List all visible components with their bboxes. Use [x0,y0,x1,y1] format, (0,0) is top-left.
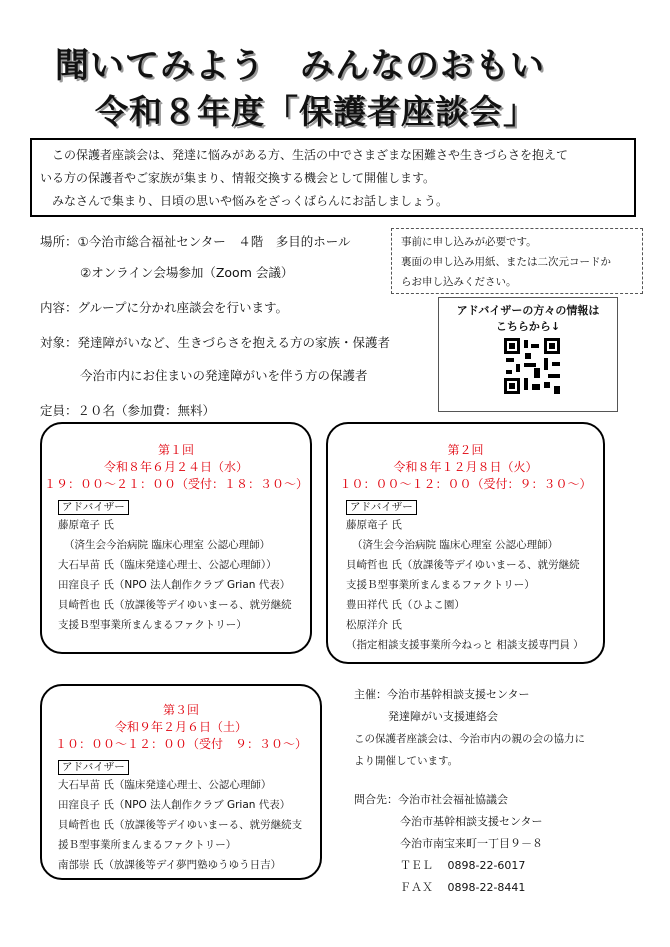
application-note-box [391,228,643,294]
adviser-line: 貝崎哲也 氏（放課後等デイゆいまーる、就労継続 [346,559,580,571]
adviser-line: （済生会今治病院 臨床心理室 公認心理師） [352,539,559,551]
session-time: １０：００～１２：００（受付 ９：３０～） [54,737,307,751]
target-line-2: 今治市内にお住まいの発達障がいを伴う方の保護者 [80,368,368,383]
adviser-line: 田窪良子 氏（NPO 法人創作クラブ Grian 代表） [58,799,291,811]
qr-info-box [438,297,618,412]
adviser-line: 支援Ｂ型事業所まんまるファクトリー） [58,619,247,631]
organizer-note: この保護者座談会は、今治市内の親の会の協力に [354,733,585,745]
organizer-block [354,684,585,772]
contact-line: 問合先：今治市社会福祉協議会 [354,793,508,806]
title-line-1: 聞いてみよう みんなのおもい [55,46,545,86]
adviser-line: 豊田祥代 氏（ひよこ園） [346,599,465,611]
target-line-1: 対象：発達障がいなど、生きづらさを抱える方の家族・保護者 [40,335,391,350]
adviser-line: 援Ｂ型事業所まんまるファクトリー） [58,839,237,851]
adviser-line: 貝崎哲也 氏（放課後等デイゆいまーる、就労継続 [58,599,292,611]
session-round: 第１回 [157,443,194,457]
note-line: らお申し込みください。 [401,276,517,288]
capacity-line: 定員：２０名（参加費：無料） [40,403,216,418]
contact-block [354,789,543,899]
adviser-label: アドバイザー [346,500,417,515]
adviser-line: （指定相談支援事業所今ねっと 相談支援専門員 ） [346,639,584,651]
qr-title-1: アドバイザーの方々の情報は [456,304,600,317]
organizer-note: より開催しています。 [354,755,459,767]
title-line-2: 令和８年度「保護者座談会」 [95,92,537,131]
adviser-line: 南部崇 氏（放課後等デイ夢門塾ゆうゆう日吉） [58,859,282,871]
intro-line: この保護者座談会は、発達に悩みがある方、生活の中でさまざまな困難さや生きづらさを抱えて [40,148,569,162]
session-round: 第３回 [162,703,199,717]
venue-line-1 [40,232,350,250]
adviser-line: 藤原竜子 氏 [346,519,402,531]
venue-label: 場所： [40,234,78,249]
contact-line: 今治市基幹相談支援センター [400,815,543,828]
contact-tel: ＴＥＬ 0898-22-6017 [400,859,526,872]
adviser-line: 大石早苗 氏（臨床発達心理士、公認心理師）） [58,559,277,571]
content-line: 内容：グループに分かれ座談会を行います。 [40,300,289,315]
adviser-label: アドバイザー [58,760,129,775]
session-round: 第２回 [447,443,484,457]
session-3-card [40,684,322,880]
intro-box [30,138,636,217]
note-line: 裏面の申し込み用紙、または二次元コードか [401,256,611,268]
qr-code-icon[interactable] [504,338,560,394]
adviser-line: 松原洋介 氏 [346,619,402,631]
session-time: １０：００～１２：００（受付：９：３０～） [339,477,592,491]
contact-fax: ＦＡＸ 0898-22-8441 [400,881,526,894]
session-date: 令和８年１２月８日（火） [393,460,538,474]
adviser-line: （済生会今治病院 臨床心理室 公認心理師） [64,539,271,551]
intro-line: みなさんで集まり、日頃の思いや悩みをざっくばらんにお話しましょう。 [40,194,449,208]
note-line: 事前に申し込みが必要です。 [401,236,537,248]
session-date: 令和９年２月６日（土） [114,720,247,734]
venue-option-1: ①今治市総合福祉センター ４階 多目的ホール [77,234,351,249]
organizer-line: 主催：今治市基幹相談支援センター [354,688,530,701]
adviser-line: 大石早苗 氏（臨床発達心理士、公認心理師） [58,779,272,791]
contact-address: 今治市南宝来町一丁目９－８ [400,837,543,850]
adviser-line: 田窪良子 氏（NPO 法人創作クラブ Grian 代表） [58,579,291,591]
venue-option-2: ②オンライン会場参加（Zoom 会議） [80,265,294,280]
adviser-label: アドバイザー [58,500,129,515]
session-2-card [326,422,605,664]
adviser-line: 支援Ｂ型事業所まんまるファクトリー） [346,579,535,591]
adviser-line: 藤原竜子 氏 [58,519,114,531]
session-time: １９：００～２１：００（受付：１８：３０～） [43,477,308,491]
session-date: 令和８年６月２４日（水） [103,460,248,474]
intro-line: いる方の保護者やご家族が集まり、情報交換する機会として開催します。 [40,171,436,185]
session-1-card [40,422,312,654]
organizer-line: 発達障がい支援連絡会 [388,710,498,723]
adviser-line: 貝崎哲也 氏（放課後等デイゆいまーる、就労継続支 [58,819,303,831]
qr-title-2: こちらから↓ [495,320,561,333]
